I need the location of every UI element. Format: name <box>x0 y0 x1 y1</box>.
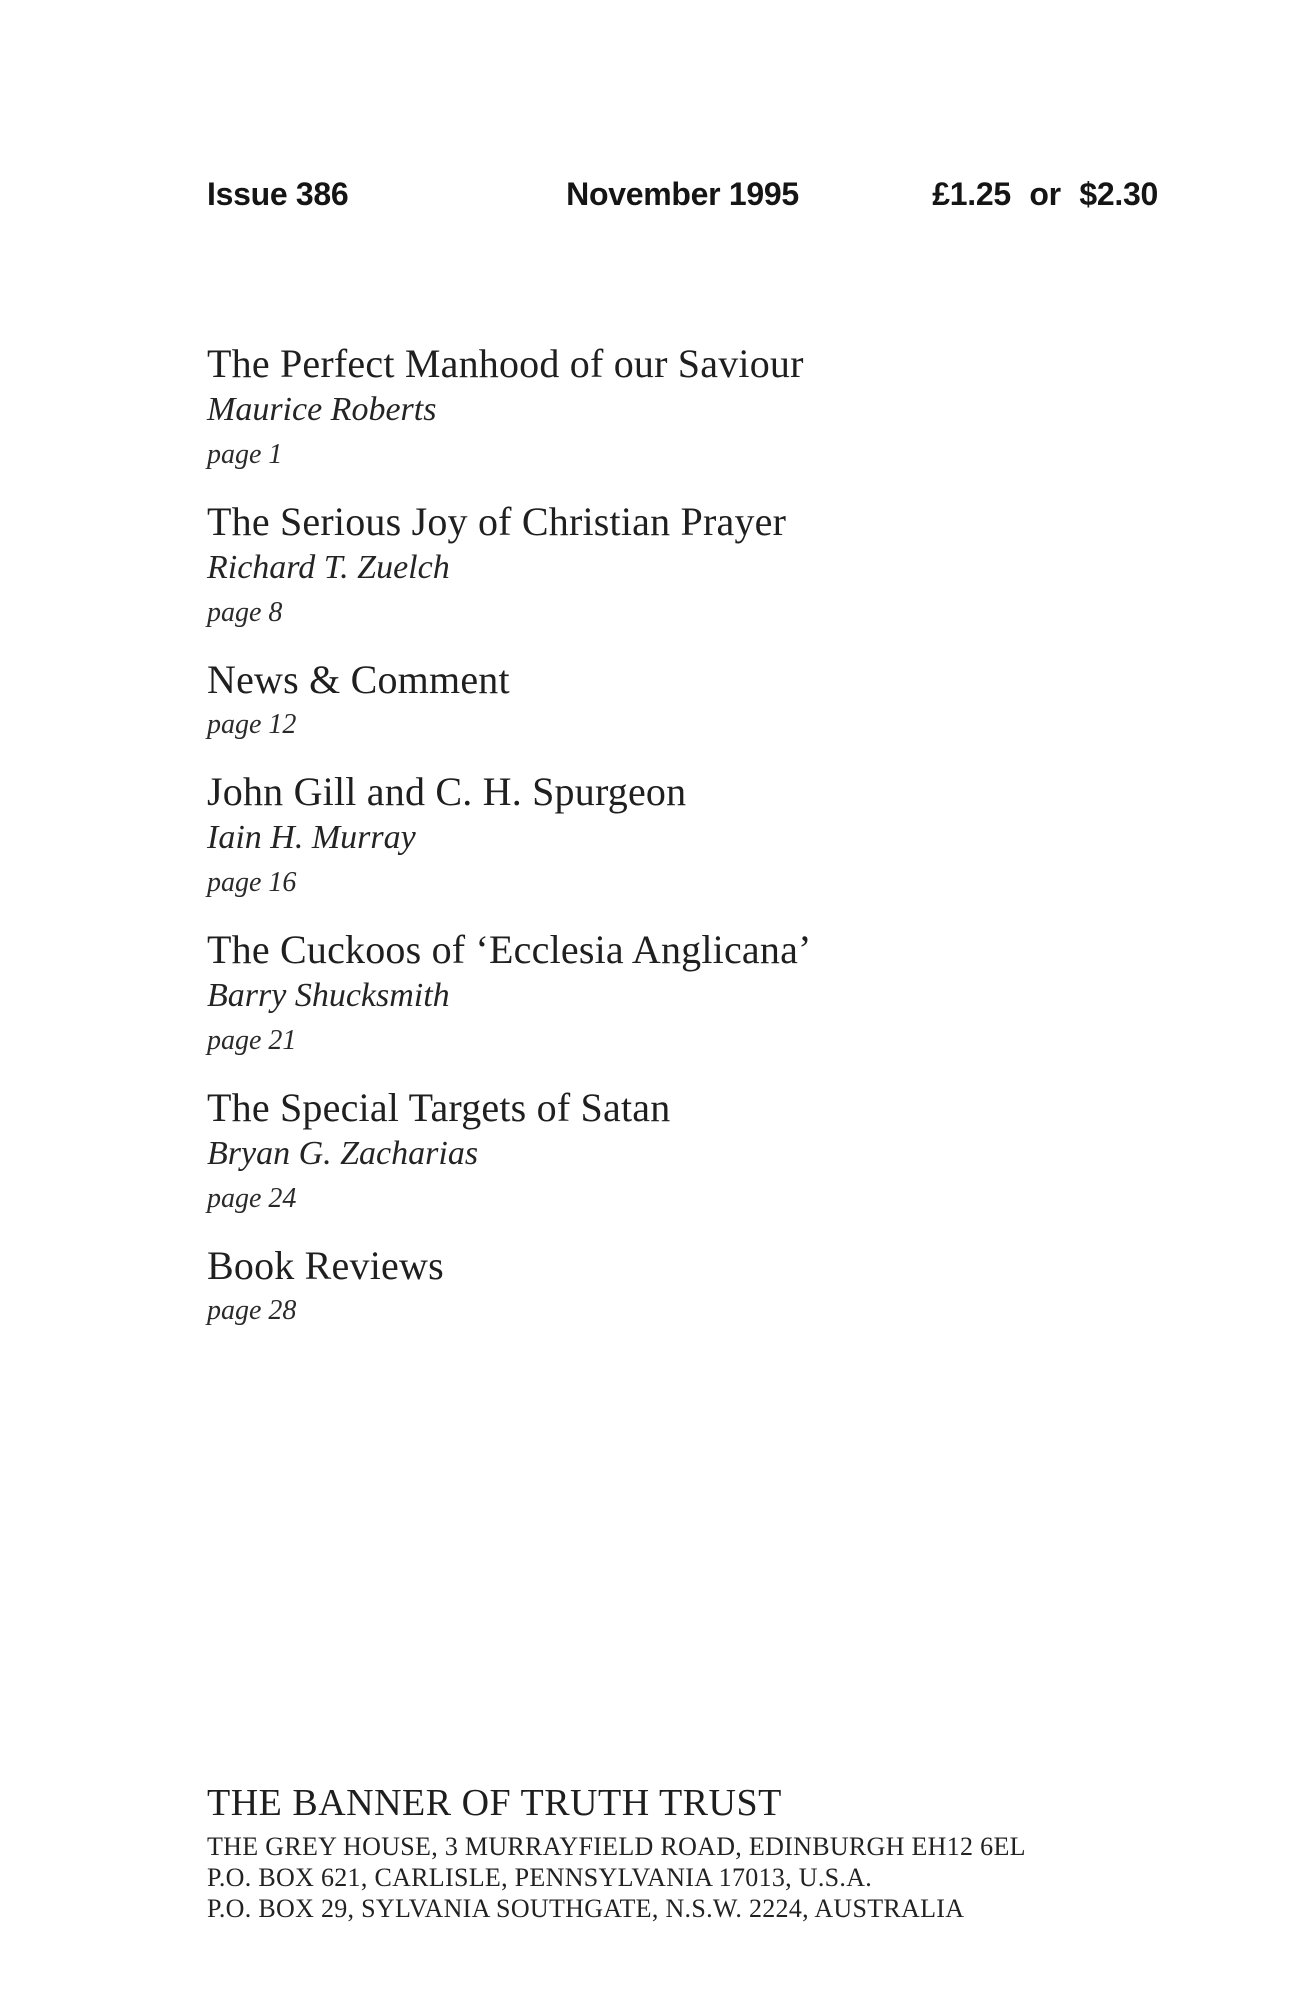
article-title: The Cuckoos of ‘Ecclesia Anglicana’ <box>207 927 812 972</box>
article-author: Bryan G. Zacharias <box>207 1135 479 1172</box>
toc-entry <box>207 340 1027 477</box>
publisher-address: THE GREY HOUSE, 3 MURRAYFIELD ROAD, EDINBURGH EH12 6EL <box>207 1832 1026 1861</box>
article-author: Richard T. Zuelch <box>207 549 450 586</box>
article-title: Book Reviews <box>207 1243 444 1288</box>
article-page: page 12 <box>207 709 297 740</box>
issue-number: Issue 386 <box>207 176 349 212</box>
publisher-address: P.O. BOX 621, CARLISLE, PENNSYLVANIA 17013, U.S.A. <box>207 1863 873 1892</box>
publisher-addresses <box>207 1831 1207 1924</box>
masthead <box>207 176 1158 213</box>
issue-price: £1.25 or $2.30 <box>932 176 1158 212</box>
article-title: The Special Targets of Satan <box>207 1085 671 1130</box>
publisher-block <box>207 1780 1207 1924</box>
article-author: Maurice Roberts <box>207 391 437 428</box>
article-title: News & Comment <box>207 657 510 702</box>
article-title: The Serious Joy of Christian Prayer <box>207 499 787 544</box>
article-page: page 21 <box>207 1025 297 1056</box>
article-page: page 24 <box>207 1183 297 1214</box>
toc-entry <box>207 1084 1027 1221</box>
publisher-name: THE BANNER OF TRUTH TRUST <box>207 1782 782 1824</box>
article-page: page 8 <box>207 597 283 628</box>
article-author: Iain H. Murray <box>207 819 416 856</box>
toc-entry <box>207 768 1027 905</box>
toc-entry <box>207 1242 1027 1333</box>
article-page: page 1 <box>207 439 283 470</box>
toc-entry <box>207 926 1027 1063</box>
table-of-contents <box>207 340 1027 1354</box>
toc-entry <box>207 498 1027 635</box>
article-page: page 16 <box>207 867 297 898</box>
toc-entry <box>207 656 1027 747</box>
article-page: page 28 <box>207 1295 297 1326</box>
article-title: John Gill and C. H. Spurgeon <box>207 769 687 814</box>
publisher-address: P.O. BOX 29, SYLVANIA SOUTHGATE, N.S.W. 2224, AUSTRALIA <box>207 1894 965 1923</box>
issue-date: November 1995 <box>566 176 799 212</box>
article-author: Barry Shucksmith <box>207 977 450 1014</box>
article-title: The Perfect Manhood of our Saviour <box>207 341 804 386</box>
